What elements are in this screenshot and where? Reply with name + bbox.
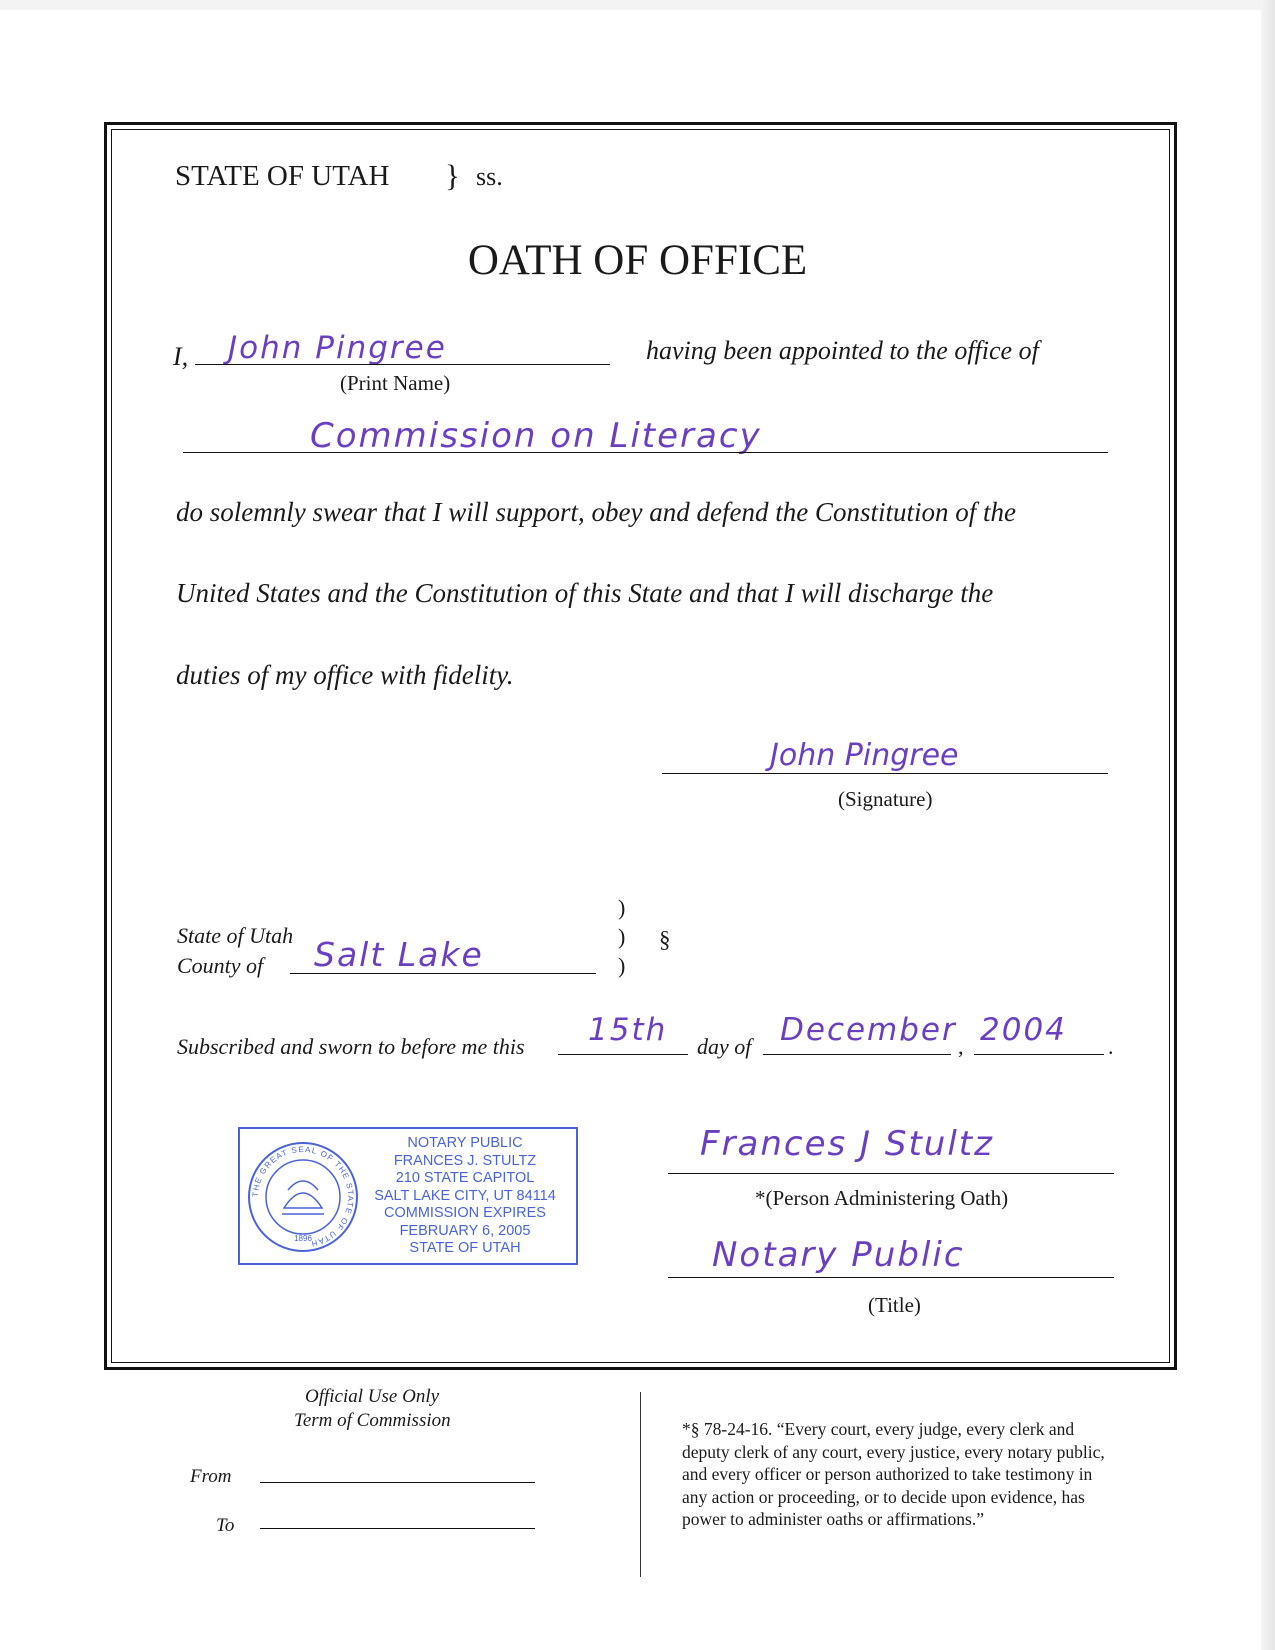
stamp-line: FEBRUARY 6, 2005	[399, 1222, 531, 1239]
date-comma: ,	[958, 1034, 964, 1059]
stamp-line: FRANCES J. STULTZ	[393, 1152, 537, 1169]
administering-label: *(Person Administering Oath)	[755, 1186, 1009, 1210]
administering-underline	[668, 1173, 1114, 1174]
administering-signature: Frances J Stultz	[700, 1124, 994, 1164]
stamp-line: 210 STATE CAPITOL	[395, 1170, 535, 1186]
from-underline	[260, 1482, 535, 1483]
subscribed-prefix: Subscribed and sworn to before me this	[177, 1034, 525, 1059]
section-symbol: §	[659, 927, 671, 952]
office-value: Commission on Literacy	[310, 416, 762, 456]
seal-year: 1896	[294, 1234, 312, 1243]
appointed-text: having been appointed to the office of	[646, 336, 1039, 365]
stamp-line: NOTARY PUBLIC	[407, 1135, 523, 1151]
footnote-line: any action or proceeding, or to decide upon evidence, has	[682, 1486, 1085, 1507]
oath-line-3: duties of my office with fidelity.	[176, 660, 514, 690]
scan-top-edge	[0, 0, 1275, 10]
title-label: (Title)	[868, 1293, 921, 1317]
footnote	[682, 1418, 1105, 1531]
from-label: From	[190, 1466, 232, 1487]
venue-paren-2: )	[618, 924, 626, 949]
venue-paren-3: )	[618, 953, 626, 978]
date-period: .	[1108, 1034, 1114, 1059]
county-value: Salt Lake	[314, 935, 484, 974]
county-of-label: County of	[177, 953, 264, 978]
title-underline	[668, 1277, 1114, 1278]
signature-label: (Signature)	[838, 787, 933, 811]
venue-paren-1: )	[618, 895, 626, 920]
signature-underline	[662, 773, 1108, 774]
to-label: To	[216, 1515, 235, 1536]
footnote-line: power to administer oaths or affirmations.”	[682, 1509, 984, 1529]
page-title: OATH OF OFFICE	[467, 237, 808, 284]
ss-label: ss.	[476, 162, 503, 191]
footnote-line: and every officer or person authorized to take testimony in	[682, 1464, 1093, 1484]
oath-signature: John Pingree	[770, 738, 959, 773]
footer-divider	[640, 1392, 641, 1577]
day-underline	[558, 1054, 688, 1055]
printed-name-value: John Pingree	[228, 330, 447, 366]
i-prefix: I,	[173, 342, 189, 371]
oath-line-1: do solemnly swear that I will support, obey and defend the Constitution of the	[176, 497, 1016, 527]
stamp-text	[358, 1135, 572, 1258]
title-value: Notary Public	[712, 1235, 965, 1275]
footnote-line: deputy clerk of any court, every justice, every notary public,	[682, 1441, 1105, 1462]
notary-stamp	[238, 1127, 578, 1265]
office-underline	[183, 452, 1108, 453]
name-underline	[195, 364, 610, 365]
month-value: December	[780, 1012, 957, 1048]
day-of-label: day of	[697, 1034, 752, 1059]
to-underline	[260, 1528, 535, 1529]
county-underline	[290, 973, 596, 974]
footnote-line: *§ 78-24-16. “Every court, every judge, every clerk and	[682, 1419, 1075, 1439]
stamp-line: STATE OF UTAH	[409, 1240, 521, 1256]
oath-line-2: United States and the Constitution of this State and that I will discharge the	[176, 578, 994, 608]
state-seal-icon	[244, 1138, 362, 1256]
month-underline	[763, 1054, 951, 1055]
official-use-heading: Official Use Only	[305, 1386, 440, 1407]
print-name-label: (Print Name)	[340, 371, 451, 395]
day-value: 15th	[588, 1012, 668, 1048]
year-underline	[974, 1054, 1104, 1055]
seal-text: THE GREAT SEAL OF THE STATE OF UTAH	[250, 1144, 356, 1249]
state-of-utah-label: State of Utah	[177, 923, 294, 948]
year-value: 2004	[980, 1012, 1067, 1048]
stamp-line: SALT LAKE CITY, UT 84114	[374, 1187, 556, 1204]
stamp-line: COMMISSION EXPIRES	[384, 1205, 546, 1221]
term-of-commission-heading: Term of Commission	[294, 1410, 451, 1431]
state-heading: STATE OF UTAH	[175, 160, 390, 192]
brace: }	[445, 158, 460, 193]
